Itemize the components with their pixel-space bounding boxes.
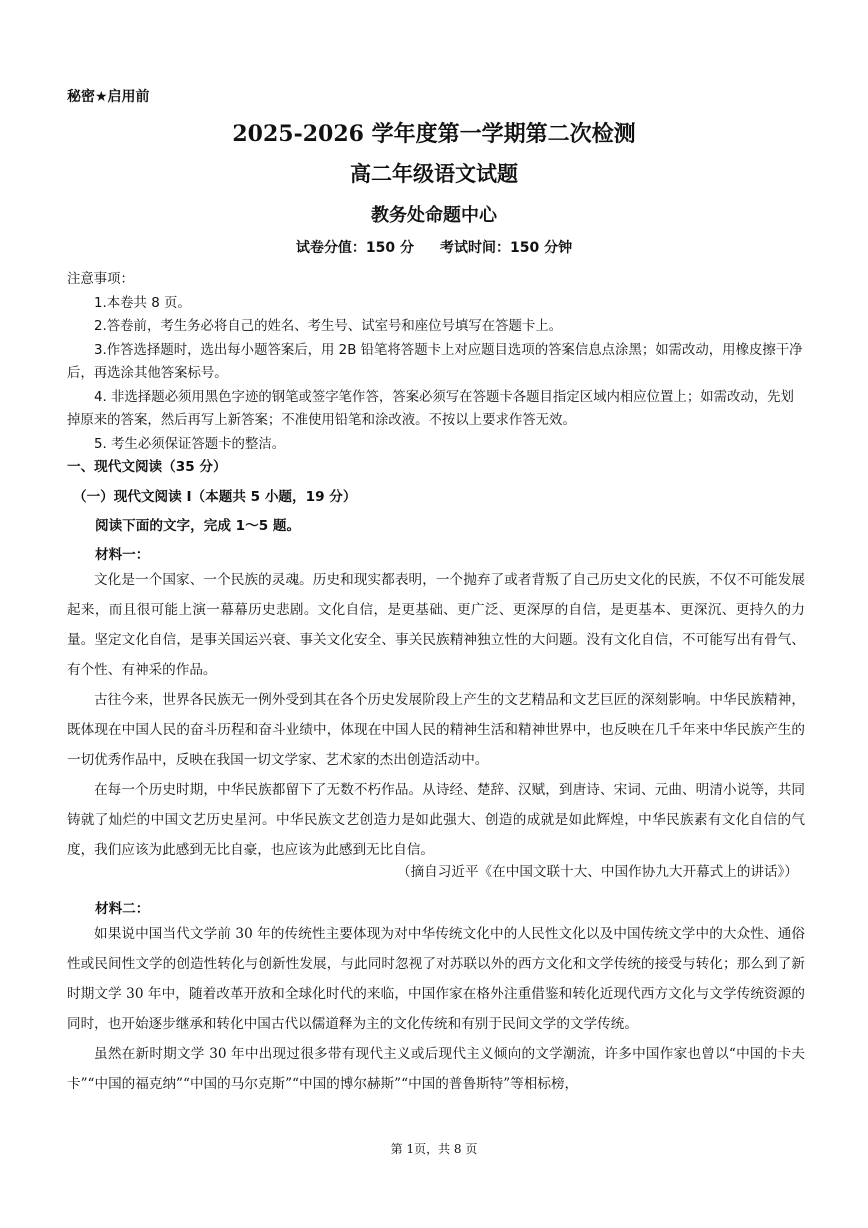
instruction-item: 5. 考生必须保证答题卡的整洁。 <box>94 436 286 452</box>
instruction-item: 4. 非选择题必须用黑色字迹的钢笔或签字笔作答，答案必须写在答题卡各题目指定区域内相应位置上；如需改动，先划掉原来的答案，然后再写上新答案；不准使用铅笔和涂改液。不按以上要求作答无效。 <box>67 389 794 428</box>
paragraph: 文化是一个国家、一个民族的灵魂。历史和现实都表明，一个抛弃了或者背叛了自己历史文化的民族，不仅不可能发展起来，而且很可能上演一幕幕历史悲剧。文化自信，是更基础、更广泛、更深厚的自信，是更基本、更深沉、更持久的力量。坚定文化自信，是事关国运兴衰、事关文化安全、事关民族精神独立性的大问题。没有文化自信，不可能写出有骨气、有个性、有神采的作品。 <box>67 572 805 678</box>
section-heading: 一、现代文阅读（35 分） <box>67 459 227 475</box>
paragraph: 虽然在新时期文学 30 年中出现过很多带有现代主义或后现代主义倾向的文学潮流，许多中国作家也曾以“中国的卡夫卡”“中国的福克纳”“中国的马尔克斯”“中国的博尔赫斯”“中国的普鲁斯特”等相标榜， <box>67 1046 805 1092</box>
exam-issuer: 教务处命题中心 <box>371 205 497 226</box>
exam-subtitle: 高二年级语文试题 <box>350 161 518 186</box>
paragraph: 如果说中国当代文学前 30 年的传统性主要体现为对中华传统文化中的人民性文化以及中国传统文学中的大众性、通俗性或民间性文学的创造性转化与创新性发展，与此同时忽视了对苏联以外的西方文化和文学传统的接受与转化；那么到了新时期文学 30 年中，随着改革开放和全球化时代的来临，中国作家在格外注重借鉴和转化近现代西方文化与文学传统资源的同时，也开始逐步继承和转化中国古代以儒道释为主的文化传统和有别于民间文学的文学传统。 <box>67 926 805 1032</box>
exam-title: 2025-2026 学年度第一学期第二次检测 <box>232 121 636 147</box>
instructions-block <box>67 268 805 456</box>
confidential-label: 秘密★启用前 <box>67 89 150 105</box>
page-number: 第 1页，共 8 页 <box>390 1142 478 1156</box>
instruction-item: 3.作答选择题时，选出每小题答案后，用 2B 铅笔将答题卡上对应题目选项的答案信息点涂黑；如需改动，用橡皮擦干净后，再选涂其他答案标号。 <box>67 342 803 381</box>
material-one-text <box>67 565 805 865</box>
subsection-heading: （一）现代文阅读 I（本题共 5 小题，19 分） <box>73 489 357 505</box>
material-label: 材料一： <box>95 547 150 563</box>
score-label: 试卷分值：150 分 <box>295 240 414 256</box>
material-label: 材料二： <box>95 901 150 917</box>
paragraph: 在每一个历史时期，中华民族都留下了无数不朽作品。从诗经、楚辞、汉赋，到唐诗、宋词、元曲、明清小说等，共同铸就了灿烂的中国文艺历史星河。中华民族文艺创造力是如此强大、创造的成就是如此辉煌，中华民族素有文化自信的气度，我们应该为此感到无比自豪，也应该为此感到无比自信。 <box>67 782 805 858</box>
exam-meta <box>0 237 868 257</box>
paragraph: 古往今来，世界各民族无一例外受到其在各个历史发展阶段上产生的文艺精品和文艺巨匠的深刻影响。中华民族精神，既体现在中国人民的奋斗历程和奋斗业绩中，体现在中国人民的精神生活和精神世界中，也反映在几千年来中华民族产生的一切优秀作品中，反映在我国一切文学家、艺术家的杰出创造活动中。 <box>67 692 805 768</box>
instructions-heading: 注意事项： <box>67 272 134 287</box>
material-two-text <box>67 919 805 1099</box>
instruction-item: 2.答卷前，考生务必将自己的姓名、考生号、试室号和座位号填写在答题卡上。 <box>94 319 563 334</box>
instruction-item: 1.本卷共 8 页。 <box>94 295 191 311</box>
material-source: （摘自习近平《在中国文联十大、中国作协九大开幕式上的讲话》） <box>396 864 798 880</box>
reading-instruction: 阅读下面的文字，完成 1～5 题。 <box>95 518 301 534</box>
time-label: 考试时间：150 分钟 <box>440 240 573 256</box>
